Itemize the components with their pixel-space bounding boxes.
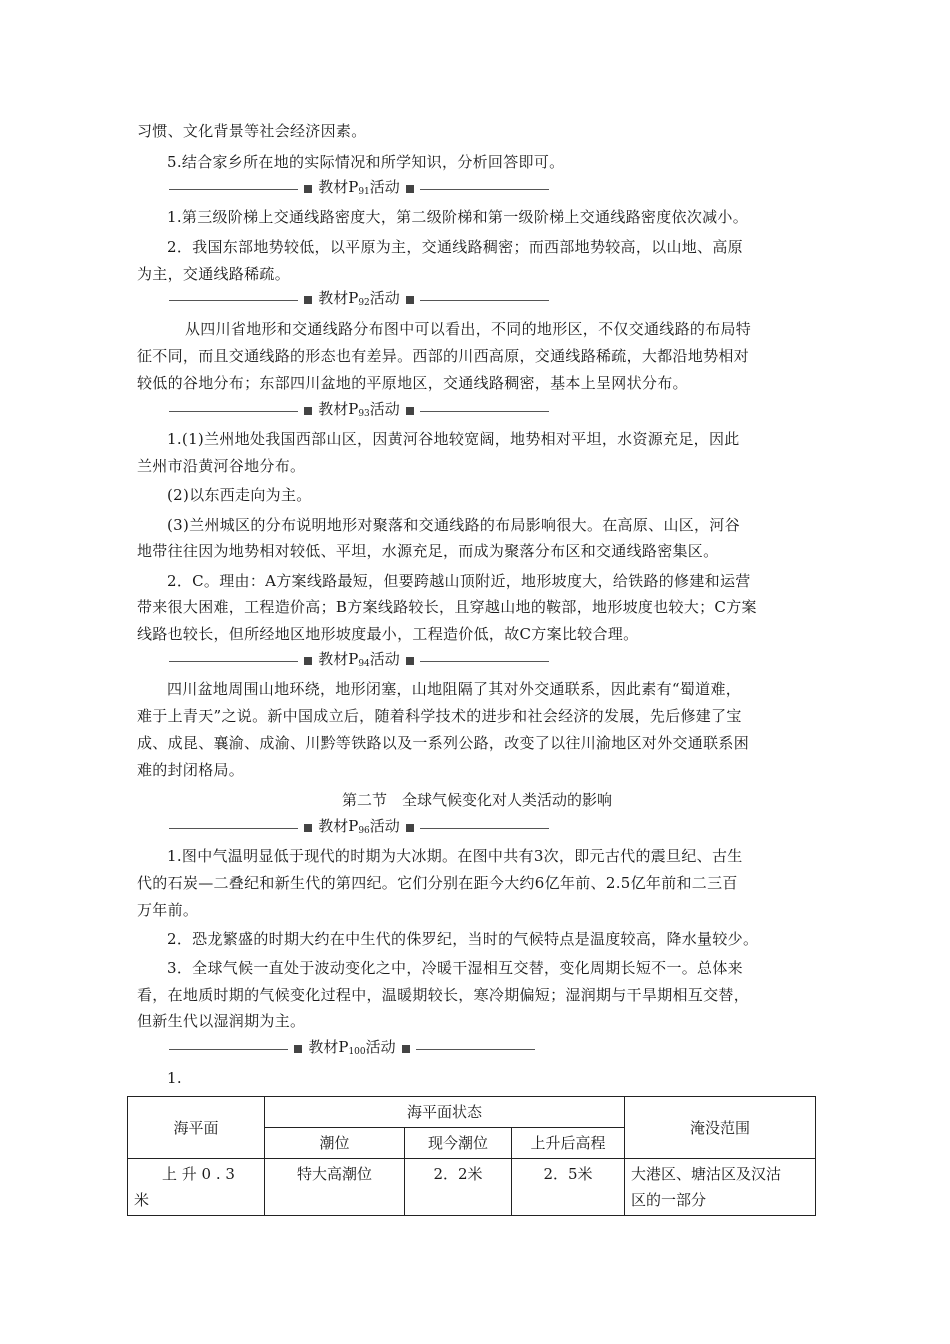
- paragraph-line: 从四川省地形和交通线路分布图中可以看出，不同的地形区，不仅交通线路的布局特: [185, 320, 752, 338]
- section-header-p94: [169, 651, 549, 671]
- divider: [420, 300, 549, 301]
- paragraph-line: 四川盆地周围山地环绕，地形闭塞，山地阻隔了其对外交通联系，因此素有“蜀道难，: [167, 680, 742, 698]
- paragraph-line: 地带往往因为地势相对较低、平坦，水源充足，而成为聚落分布区和交通线路密集区。: [137, 542, 719, 560]
- paragraph-line: (2)以东西走向为主。: [167, 486, 312, 504]
- paragraph-line: 看，在地质时期的气候变化过程中，温暖期较长，寒冷期偏短；湿润期与干旱期相互交替，: [137, 986, 750, 1004]
- paragraph-line: 难的封闭格局。: [137, 761, 245, 779]
- paragraph-line: (3)兰州城区的分布说明地形对聚落和交通线路的布局影响很大。在高原、山区，河谷: [167, 516, 740, 534]
- divider: [420, 828, 549, 829]
- divider: [416, 1049, 535, 1050]
- paragraph-line: 兰州市沿黄河谷地分布。: [137, 457, 306, 475]
- cell-text: 大港区、塘沽区及汉沽: [631, 1165, 782, 1183]
- cell-text: 米: [134, 1191, 150, 1209]
- header-label: 教材$P_{91}$活动: [318, 177, 400, 197]
- paragraph-line: 为主，交通线路稀疏。: [137, 265, 291, 283]
- square-bullet-icon: [406, 824, 414, 832]
- paragraph-line: 1.: [167, 1069, 182, 1087]
- paragraph-line: 带来很大困难，工程造价高；B方案线路较长，且穿越山地的鞍部，地形坡度也较大；C方案: [137, 598, 757, 616]
- square-bullet-icon: [406, 657, 414, 665]
- section-header-p92: [169, 290, 549, 310]
- divider: [169, 828, 298, 829]
- header-flood-range: 淹没范围: [625, 1097, 816, 1159]
- paragraph-line: 2．恐龙繁盛的时期大约在中生代的侏罗纪，当时的气候特点是温度较高，降水量较少。: [167, 930, 759, 948]
- paragraph-line: 代的石炭—二叠纪和新生代的第四纪。它们分别在距今大约6亿年前、2.5亿年前和二三百: [137, 874, 738, 892]
- divider: [169, 1049, 288, 1050]
- header-sea-level-state: 海平面状态: [265, 1097, 625, 1128]
- paragraph-line: 1.图中气温明显低于现代的时期为大冰期。在图中共有3次，即元古代的震旦纪、古生: [167, 847, 743, 865]
- paragraph-line: 难于上青天”之说。新中国成立后，随着科学技术的进步和社会经济的发展，先后修建了宝: [137, 707, 742, 725]
- divider: [169, 300, 298, 301]
- square-bullet-icon: [406, 296, 414, 304]
- header-sea-level: 海平面: [128, 1097, 265, 1159]
- square-bullet-icon: [304, 296, 312, 304]
- divider: [420, 411, 549, 412]
- table-row: [128, 1159, 816, 1216]
- table-cell: 特大高潮位: [265, 1159, 405, 1216]
- paragraph-line: 较低的谷地分布；东部四川盆地的平原地区，交通线路稠密，基本上呈网状分布。: [137, 374, 688, 392]
- paragraph-line: 征不同，而且交通线路的形态也有差异。西部的川西高原，交通线路稀疏，大都沿地势相对: [137, 347, 750, 365]
- square-bullet-icon: [402, 1045, 410, 1053]
- header-label: 教材$P_{93}$活动: [318, 399, 400, 419]
- paragraph-line: 习惯、文化背景等社会经济因素。: [137, 122, 367, 140]
- header-label: 教材$P_{94}$活动: [318, 649, 400, 669]
- paragraph-line: 1.(1)兰州地处我国西部山区，因黄河谷地较宽阔，地势相对平坦，水资源充足，因此: [167, 430, 740, 448]
- divider: [169, 661, 298, 662]
- divider: [169, 411, 298, 412]
- header-label: 教材$P_{96}$活动: [318, 816, 400, 836]
- square-bullet-icon: [406, 185, 414, 193]
- paragraph-line: 2．我国东部地势较低，以平原为主，交通线路稠密；而西部地势较高，以山地、高原: [167, 238, 743, 256]
- divider: [420, 189, 549, 190]
- table-cell: [128, 1159, 265, 1216]
- header-label: 教材$P_{100}$活动: [308, 1037, 396, 1057]
- square-bullet-icon: [304, 824, 312, 832]
- header-elevation: 上升后高程: [512, 1128, 625, 1159]
- section-header-p91: [169, 179, 549, 199]
- section-title: 第二节 全球气候变化对人类活动的影响: [341, 791, 612, 809]
- table-cell: [625, 1159, 816, 1216]
- sea-level-table: [127, 1096, 816, 1216]
- paragraph-line: 5.结合家乡所在地的实际情况和所学知识，分析回答即可。: [167, 153, 565, 171]
- header-current-tide: 现今潮位: [405, 1128, 512, 1159]
- header-tide: 潮位: [265, 1128, 405, 1159]
- table-header-row: [128, 1097, 816, 1128]
- cell-text: 上 升 0 . 3: [162, 1165, 235, 1183]
- divider: [169, 189, 298, 190]
- table-cell: 2．5米: [512, 1159, 625, 1216]
- paragraph-line: 但新生代以湿润期为主。: [137, 1012, 306, 1030]
- paragraph-line: 2．C。理由：A方案线路最短，但要跨越山顶附近，地形坡度大，给铁路的修建和运营: [167, 572, 751, 590]
- square-bullet-icon: [304, 407, 312, 415]
- square-bullet-icon: [294, 1045, 302, 1053]
- cell-text: 区的一部分: [631, 1191, 707, 1209]
- paragraph-line: 1.第三级阶梯上交通线路密度大，第二级阶梯和第一级阶梯上交通线路密度依次减小。: [167, 208, 749, 226]
- square-bullet-icon: [406, 407, 414, 415]
- paragraph-line: 成、成昆、襄渝、成渝、川黔等铁路以及一系列公路，改变了以往川渝地区对外交通联系困: [137, 734, 750, 752]
- section-header-p96: [169, 818, 549, 838]
- section-header-p100: [169, 1039, 535, 1059]
- divider: [420, 661, 549, 662]
- paragraph-line: 3．全球气候一直处于波动变化之中，冷暖干湿相互交替，变化周期长短不一。总体来: [167, 959, 743, 977]
- paragraph-line: 线路也较长，但所经地区地形坡度最小，工程造价低，故C方案比较合理。: [137, 625, 639, 643]
- table-cell: 2．2米: [405, 1159, 512, 1216]
- square-bullet-icon: [304, 185, 312, 193]
- paragraph-line: 万年前。: [137, 901, 199, 919]
- square-bullet-icon: [304, 657, 312, 665]
- section-header-p93: [169, 401, 549, 421]
- header-label: 教材$P_{92}$活动: [318, 288, 400, 308]
